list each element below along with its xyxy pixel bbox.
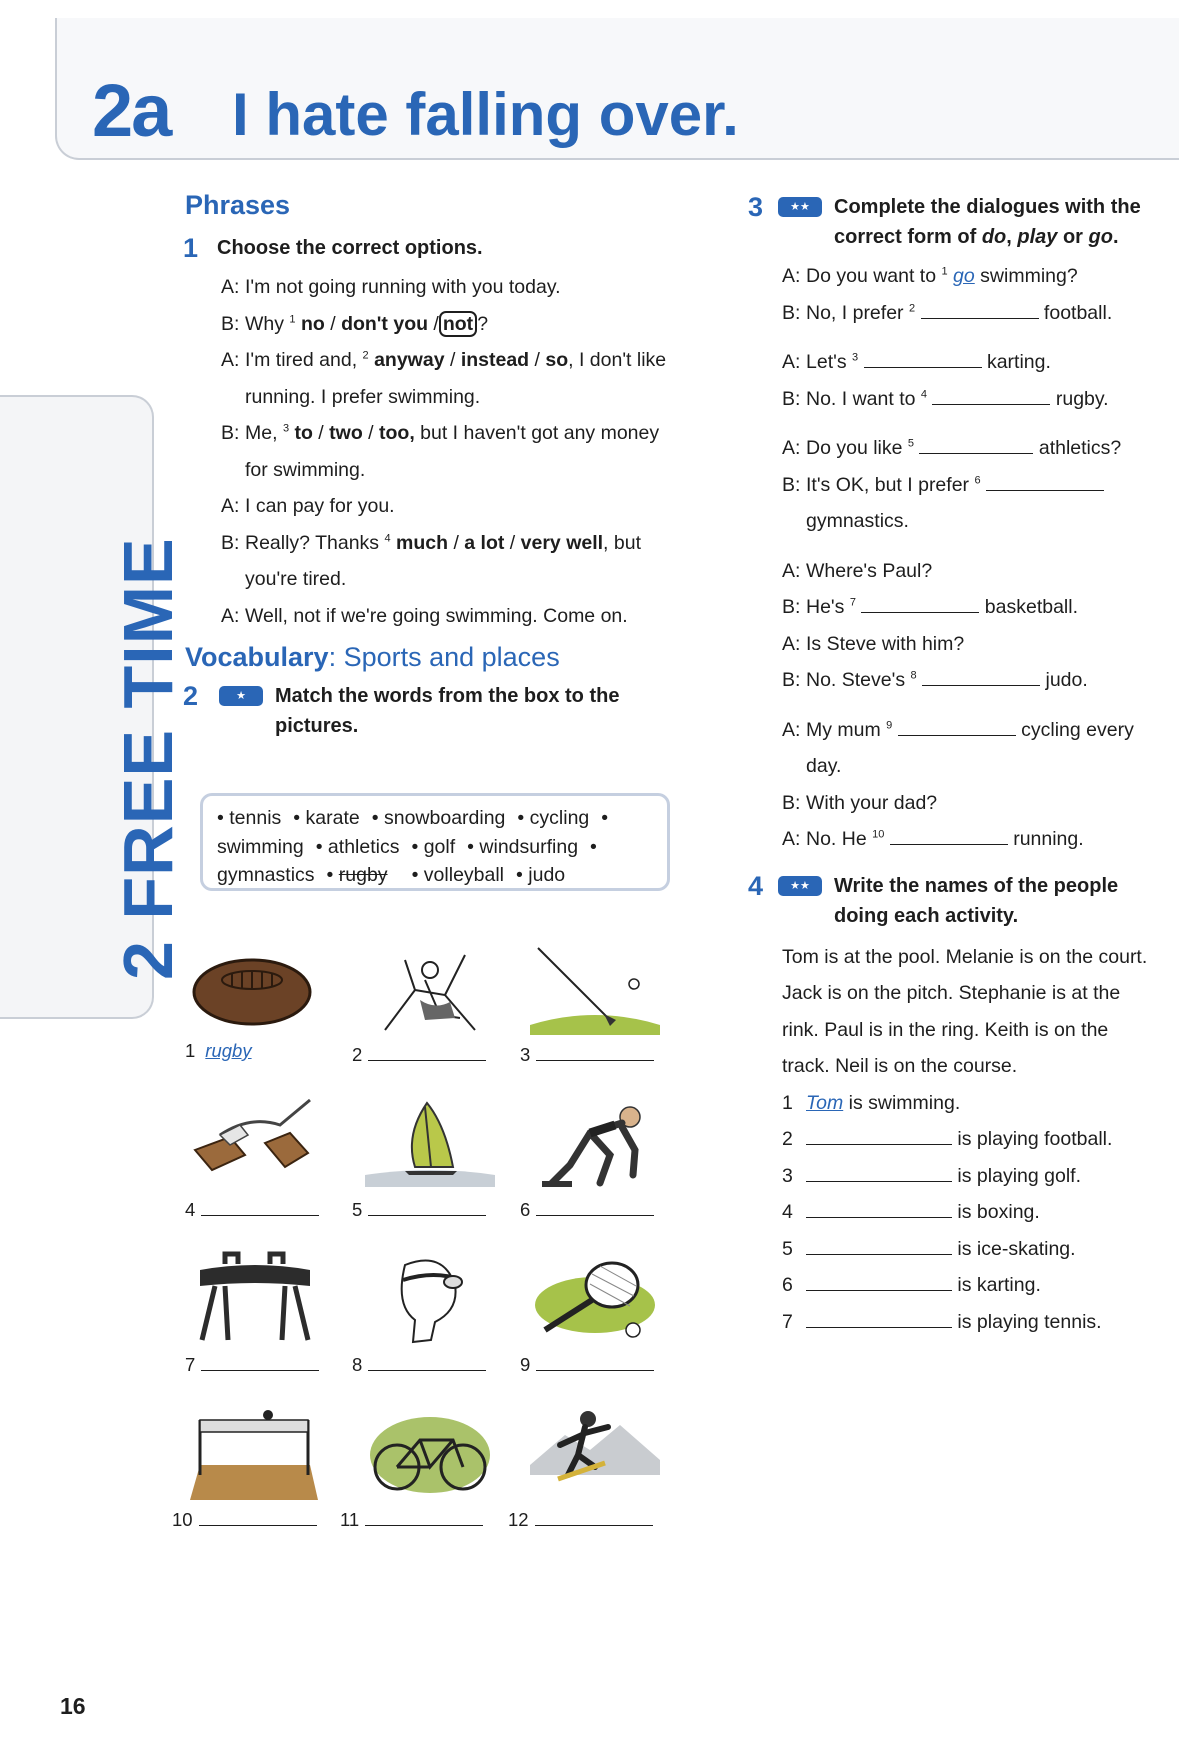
speaker-label: A: bbox=[221, 349, 240, 371]
item-number: 5 bbox=[782, 1237, 793, 1260]
dialogue-line bbox=[221, 306, 671, 343]
rugby-ball-icon bbox=[190, 940, 320, 1040]
answer-blank[interactable] bbox=[806, 1124, 952, 1145]
speaker-label: A: bbox=[782, 437, 801, 459]
item-rest: is ice-skating. bbox=[957, 1237, 1076, 1260]
example-answer: Tom bbox=[806, 1091, 844, 1114]
exercise-1-dialogue bbox=[221, 269, 671, 634]
exercise-3-dialogues bbox=[782, 258, 1142, 858]
exercise-4-item bbox=[782, 1121, 1152, 1158]
exercise-4-item bbox=[782, 1231, 1152, 1268]
volleyball-net-icon bbox=[190, 1405, 320, 1505]
exercise-2-number: 2 bbox=[183, 681, 199, 711]
gymnastics-horse-icon bbox=[190, 1250, 320, 1350]
speaker-label: A: bbox=[221, 604, 240, 627]
speaker-label: A: bbox=[782, 351, 801, 373]
exercise-4-header bbox=[750, 871, 1170, 931]
dialogue-text: No. Steve's $^8$ judo. bbox=[806, 662, 1142, 699]
exercise-4-instruction: Write the names of the people doing each activity. bbox=[834, 874, 1119, 927]
answer-blank[interactable] bbox=[199, 1505, 317, 1526]
word-box-item: • athletics bbox=[315, 835, 400, 858]
answer-blank[interactable] bbox=[201, 1350, 319, 1371]
item-number: 1 bbox=[782, 1091, 793, 1114]
dialogue-group bbox=[782, 712, 1142, 858]
answer-blank[interactable] bbox=[368, 1350, 486, 1371]
speaker-label: A: bbox=[221, 276, 240, 298]
speaker-label: B: bbox=[782, 387, 801, 410]
dialogue-text: I can pay for you. bbox=[245, 495, 395, 517]
dialogue-line bbox=[221, 598, 671, 635]
dialogue-text: Well, not if we're going swimming. Come on. bbox=[245, 604, 628, 627]
item-rest: is playing golf. bbox=[957, 1164, 1081, 1187]
speaker-label: B: bbox=[782, 791, 801, 814]
item-rest: is swimming. bbox=[848, 1091, 961, 1114]
dialogue-line bbox=[782, 712, 1142, 785]
dialogue-text: Do you want to $^1$ go swimming? bbox=[806, 265, 1078, 287]
picture-label-12 bbox=[508, 1505, 653, 1531]
dialogue-line bbox=[221, 488, 671, 525]
dialogue-line bbox=[221, 525, 671, 598]
dialogue-text: He's $^7$ basketball. bbox=[806, 589, 1142, 626]
speaker-label: A: bbox=[221, 495, 240, 517]
answer-blank[interactable] bbox=[806, 1234, 952, 1255]
dialogue-line bbox=[221, 269, 671, 306]
exercise-4-text: Tom is at the pool. Melanie is on the court. Jack is on the pitch. Stephanie is at the rink. Paul is in the ring. Keith is on the track. Neil is on the course. bbox=[782, 945, 1148, 1077]
phrases-heading: Phrases bbox=[185, 190, 291, 220]
judo-icon bbox=[365, 940, 495, 1040]
item-text bbox=[806, 1085, 1152, 1122]
exercise-1-number: 1 bbox=[183, 233, 199, 263]
answer-blank[interactable] bbox=[536, 1195, 654, 1216]
word-box-item: • gymnastics bbox=[217, 835, 597, 886]
dialogue-text: Me, $^3$ to / two / too, but I haven't got any money for swimming. bbox=[245, 422, 660, 481]
dialogue-text: Really? Thanks $^4$ much / a lot / very well, but you're tired. bbox=[245, 531, 641, 590]
picture-number: 4 bbox=[185, 1199, 196, 1220]
golf-icon bbox=[530, 940, 660, 1040]
word-box-item: • tennis bbox=[217, 807, 282, 829]
speaker-label: B: bbox=[782, 669, 801, 691]
picture-number: 8 bbox=[352, 1354, 363, 1375]
windsurfing-icon bbox=[365, 1095, 495, 1195]
item-number: 3 bbox=[782, 1164, 793, 1187]
item-number: 2 bbox=[782, 1128, 793, 1150]
answer-blank[interactable] bbox=[806, 1307, 952, 1328]
snowboarding-icon bbox=[530, 1405, 660, 1505]
word-box-item: • rugby bbox=[326, 864, 388, 886]
speaker-label: B: bbox=[221, 531, 240, 554]
answer-blank[interactable] bbox=[368, 1040, 486, 1061]
speaker-label: B: bbox=[782, 301, 801, 324]
dialogue-group bbox=[782, 344, 1142, 417]
exercise-4-number: 4 bbox=[748, 870, 764, 901]
word-box-item: • volleyball bbox=[411, 864, 505, 886]
page-number: 16 bbox=[60, 1693, 86, 1719]
speaker-label: B: bbox=[782, 596, 801, 618]
speaker-label: A: bbox=[782, 559, 801, 582]
dialogue-text: I'm not going running with you today. bbox=[245, 276, 561, 298]
answer-blank[interactable] bbox=[535, 1505, 653, 1526]
picture-label-10 bbox=[172, 1505, 317, 1531]
speaker-label: B: bbox=[221, 422, 240, 444]
swimming-icon bbox=[365, 1250, 495, 1350]
dialogue-group bbox=[782, 553, 1142, 699]
vocabulary-title: Vocabulary bbox=[185, 642, 329, 672]
difficulty-stars-icon: ★★ bbox=[778, 876, 822, 896]
karate-icon bbox=[190, 1095, 320, 1195]
answer-blank[interactable] bbox=[365, 1505, 483, 1526]
speaker-label: A: bbox=[782, 632, 801, 655]
vocabulary-heading bbox=[185, 642, 685, 673]
speaker-label: A: bbox=[782, 718, 801, 741]
picture-label-8 bbox=[352, 1350, 486, 1376]
answer-blank[interactable] bbox=[536, 1040, 654, 1061]
picture-label-5 bbox=[352, 1195, 486, 1221]
word-box-item: • swimming bbox=[217, 807, 609, 858]
word-box-item: • windsurfing bbox=[467, 835, 579, 858]
picture-label-11 bbox=[340, 1505, 483, 1531]
picture-label-2 bbox=[352, 1040, 486, 1066]
picture-number: 3 bbox=[520, 1044, 531, 1065]
dialogue-line bbox=[782, 589, 1142, 626]
bicycle-icon bbox=[365, 1405, 495, 1505]
dialogue-text: I'm tired and, $^2$ anyway / instead / so, I don't like running. I prefer swimming. bbox=[245, 349, 667, 408]
exercise-4-item bbox=[782, 1304, 1152, 1341]
tennis-icon bbox=[530, 1250, 660, 1350]
picture-number: 9 bbox=[520, 1354, 531, 1375]
exercise-3-header bbox=[750, 192, 1170, 252]
item-text bbox=[806, 1194, 1152, 1231]
dialogue-group bbox=[782, 430, 1142, 540]
left-column bbox=[185, 190, 685, 741]
item-number: 4 bbox=[782, 1201, 793, 1223]
dialogue-line bbox=[782, 821, 1142, 858]
picture-label-1 bbox=[185, 1040, 252, 1062]
picture-number: 10 bbox=[172, 1509, 193, 1530]
side-tab-label: 2 FREE TIME bbox=[109, 537, 187, 980]
dialogue-text: No. He $^{10}$ running. bbox=[806, 821, 1142, 858]
exercise-4-item bbox=[782, 1267, 1152, 1304]
answer-blank[interactable] bbox=[806, 1161, 952, 1182]
item-rest: is boxing. bbox=[957, 1201, 1040, 1223]
right-column bbox=[750, 192, 1170, 1340]
exercise-4-item bbox=[782, 1158, 1152, 1195]
dialogue-line bbox=[782, 467, 1142, 540]
item-text bbox=[806, 1121, 1152, 1158]
dialogue-line bbox=[221, 415, 671, 488]
vocabulary-subtitle: : Sports and places bbox=[328, 642, 560, 672]
unit-title: I hate falling over. bbox=[232, 81, 739, 148]
word-box-item: • snowboarding bbox=[371, 807, 506, 829]
exercise-1-instruction: Choose the correct options. bbox=[217, 237, 483, 259]
word-box-item: • cycling bbox=[517, 807, 590, 829]
picture-number: 11 bbox=[340, 1509, 360, 1530]
item-text bbox=[806, 1267, 1152, 1304]
dialogue-line bbox=[782, 430, 1142, 467]
answer-blank[interactable] bbox=[201, 1195, 319, 1216]
picture-label-9 bbox=[520, 1350, 654, 1376]
word-box-item: • judo bbox=[516, 864, 566, 886]
example-answer: rugby bbox=[205, 1040, 252, 1061]
dialogue-line bbox=[221, 342, 671, 415]
dialogue-line bbox=[782, 785, 1142, 822]
answer-blank[interactable] bbox=[806, 1270, 952, 1291]
picture-number: 1 bbox=[185, 1040, 196, 1061]
dialogue-text: With your dad? bbox=[806, 791, 938, 814]
word-box-item: • golf bbox=[411, 835, 456, 858]
word-box bbox=[200, 793, 670, 891]
dialogue-text: Where's Paul? bbox=[806, 559, 933, 582]
speaker-label: B: bbox=[782, 473, 801, 496]
item-number: 7 bbox=[782, 1310, 793, 1333]
dialogue-line bbox=[782, 662, 1142, 699]
item-rest: is playing football. bbox=[957, 1128, 1113, 1150]
picture-number: 6 bbox=[520, 1199, 531, 1220]
dialogue-group bbox=[782, 258, 1142, 331]
difficulty-stars-icon: ★★ bbox=[778, 197, 822, 217]
dialogue-text: No. I want to $^4$ rugby. bbox=[806, 381, 1142, 418]
exercise-4-items bbox=[782, 1085, 1152, 1341]
picture-label-6 bbox=[520, 1195, 654, 1221]
picture-number: 2 bbox=[352, 1044, 363, 1065]
dialogue-text: Let's $^3$ karting. bbox=[806, 344, 1142, 381]
exercise-4-item bbox=[782, 1085, 1152, 1122]
picture-number: 12 bbox=[508, 1509, 529, 1530]
speaker-label: B: bbox=[221, 312, 240, 335]
picture-number: 7 bbox=[185, 1354, 196, 1375]
answer-blank[interactable] bbox=[536, 1350, 654, 1371]
exercise-2-header bbox=[185, 681, 685, 741]
dialogue-text: Why $^1$ no / don't you / not ? bbox=[245, 312, 489, 335]
answer-blank[interactable] bbox=[368, 1195, 486, 1216]
difficulty-stars-icon: ★ bbox=[219, 686, 263, 706]
unit-number: 2a bbox=[92, 69, 171, 152]
item-rest: is playing tennis. bbox=[957, 1310, 1102, 1333]
picture-label-4 bbox=[185, 1195, 319, 1221]
dialogue-text: My mum $^9$ cycling every day. bbox=[806, 712, 1142, 785]
dialogue-text: It's OK, but I prefer $^6$ gymnastics. bbox=[806, 467, 1142, 540]
dialogue-line bbox=[782, 381, 1142, 418]
picture-label-3 bbox=[520, 1040, 654, 1066]
speaker-label: A: bbox=[782, 265, 801, 287]
athletics-icon bbox=[530, 1095, 660, 1195]
exercise-4-item bbox=[782, 1194, 1152, 1231]
dialogue-line bbox=[782, 553, 1142, 590]
dialogue-line bbox=[782, 258, 1142, 295]
answer-blank[interactable] bbox=[806, 1197, 952, 1218]
speaker-label: A: bbox=[782, 828, 801, 850]
exercise-3-number: 3 bbox=[748, 192, 764, 222]
dialogue-text: Is Steve with him? bbox=[806, 632, 965, 655]
exercise-1-header bbox=[185, 233, 685, 263]
dialogue-text: Do you like $^5$ athletics? bbox=[806, 430, 1142, 467]
word-box-item: • karate bbox=[293, 807, 360, 829]
item-text bbox=[806, 1158, 1152, 1195]
exercise-3-instruction: Complete the dialogues with the correct form of do, play or go. bbox=[834, 196, 1141, 248]
item-number: 6 bbox=[782, 1274, 793, 1296]
dialogue-text: No, I prefer $^2$ football. bbox=[806, 295, 1142, 332]
dialogue-line bbox=[782, 344, 1142, 381]
exercise-2-instruction: Match the words from the box to the pictures. bbox=[275, 685, 620, 737]
dialogue-line bbox=[782, 295, 1142, 332]
picture-number: 5 bbox=[352, 1199, 363, 1220]
item-text bbox=[806, 1231, 1152, 1268]
item-text bbox=[806, 1304, 1152, 1341]
dialogue-line bbox=[782, 626, 1142, 663]
item-rest: is karting. bbox=[957, 1274, 1041, 1296]
picture-label-7 bbox=[185, 1350, 319, 1376]
